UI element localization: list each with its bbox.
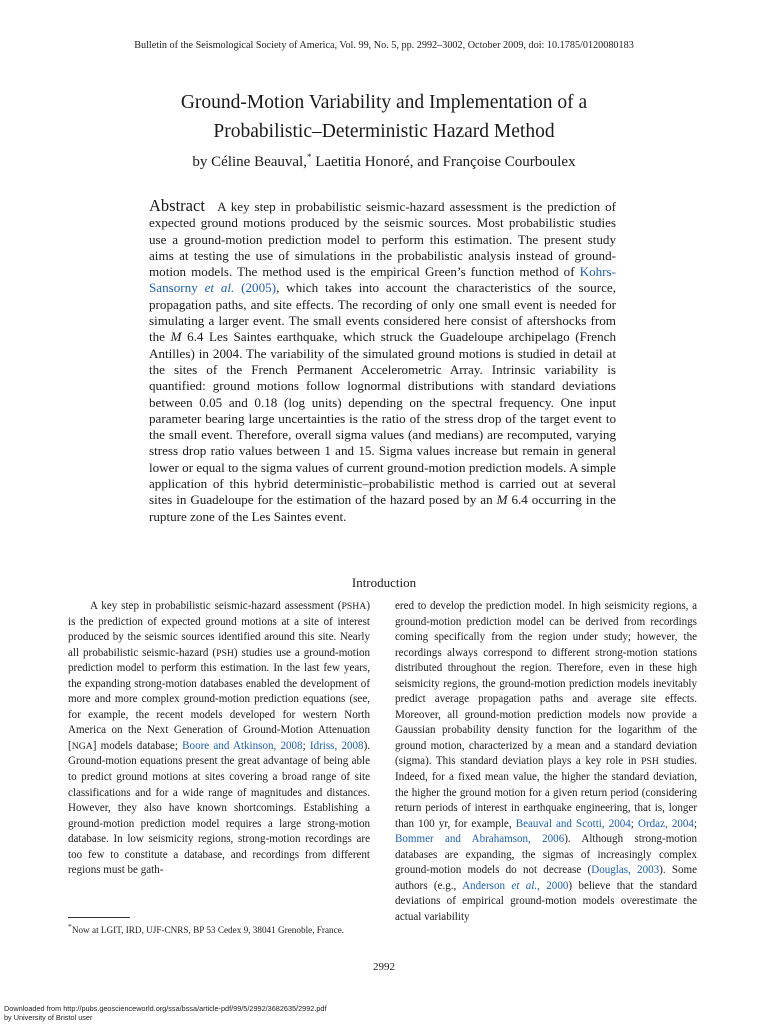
section-heading-introduction: Introduction [351,575,417,590]
acronym-psh: PSH [216,647,234,659]
authors-rest: Laetitia Honoré, and Françoise Courboulex [315,154,576,170]
intro-left-column: A key step in probabilistic seismic-hazard assessment (PSHA) is the prediction of expected ground motions at a site of interest produced by the seismic sources identified around this site. Nearly all probabilistic seismic-hazard (PSH) studies use a ground-motion prediction model to perform this estimation. In the last few years, the expanding strong-motion databases enabled the development of more and more complex ground-motion prediction equations (see, for example, the recent models developed for western North America on the Next Generation of Ground-Motion Attenuation [NGA] models database; Boore and Atkinson, 2008; Idriss, 2008). Ground-motion equations present the great advantage of being able to predict ground motions at sites covering a broad range of site classifications and for a wide range of magnitudes and distances. However, they also have known shortcomings. Establishing a ground-motion prediction model requires a large strong-motion database. In low seismicity regions, strong-motion recordings are too few to constitute a database, and recordings from different regions must be gath- [68,600,371,877]
author-footnote-mark[interactable]: * [306,152,312,162]
ref-link-kohrs-sansorny[interactable]: Kohrs-Sansorny et al. (2005) [149,264,616,296]
paper-title [0,88,768,146]
ref-link-douglas[interactable]: Douglas, 2003 [591,864,660,877]
footnote-mark: * [68,922,72,931]
ref-link-beauval-scotti[interactable]: Beauval and Scotti, 2004 [515,817,631,830]
magnitude-symbol: M [170,329,182,345]
authors-by: by [192,154,208,170]
author-line [0,152,768,171]
author-beauval: Céline Beauval, [211,154,307,170]
ref-link-idriss[interactable]: Idriss, 2008 [309,739,364,752]
intro-right-column: ered to develop the prediction model. In high seismicity regions, a ground-motion prediction model can be derived from recordings coming specifically from the region under study; however, the recordings always correspond to different strong-motion stations distributed throughout the region. Therefore, even in these high seismicity regions, the ground-motion prediction models inevitably predict average propagation paths and average site effects. Moreover, all ground-motion prediction models now provide a Gaussian probability density function for the logarithm of the ground motion, characterized by a mean and a standard deviation (sigma). This standard deviation plays a key role in PSH studies. Indeed, for a fixed mean value, the higher the standard deviation, the higher the ground motion for a given return period (considering return periods of interest in earthquake engineering, that is, longer than 100 yr, for example, Beauval and Scotti, 2004; Ordaz, 2004; Bommer and Abrahamson, 2006). Although strong-motion databases are expanding, the sigmas of increasingly complex ground-motion models do not decrease (Douglas, 2003). Some authors (e.g., Anderson et al., 2000) believe that the standard deviations of empirical ground-motion models overestimate the actual variability [395,600,698,923]
abstract-text-2: , which takes into account the characteristics of the source, propagation paths, and site effects. The recording of only one small event is needed for simulating a larger event. The small events considered here consist of aftershocks from the [149,280,616,345]
download-user: by University of Bristol user [4,1012,93,1022]
title-line-1: Ground-Motion Variability and Implementation of a [180,92,588,113]
title-line-2: Probabilistic–Deterministic Hazard Method [213,121,555,142]
page-number: 2992 [373,961,395,973]
ref-link-bommer-abrahamson[interactable]: Bommer and Abrahamson, 2006 [395,833,565,846]
footnote-divider [68,917,130,918]
abstract-text-3: 6.4 Les Saintes earthquake, which struck the Guadeloupe archipelago (French Antilles) in 2004. The variability of the simulated ground motions is studied in detail at the sites of the French Permanent Accelerometric Array. Intrinsic variability is quantified: ground motions follow lognormal distributions with standard deviations between 0.05 and 0.18 (log units) depending on the spectral frequency. One input parameter bearing large uncertainties is the ratio of the stress drop of the target event to the small event. Therefore, overall sigma values (and medians) are recomputed, varying stress drop ratio values between 1 and 15. Sigma values increase but remain in general lower or equal to the sigma values of current ground-motion prediction models. A simple application of this hybrid deterministic–probabilistic method is carried out at several sites in Guadeloupe for the estimation of the hazard posed by an [149,329,617,508]
download-notice [4,1005,327,1022]
ref-link-ordaz[interactable]: Ordaz, 2004 [637,817,694,830]
abstract-heading: Abstract [149,196,205,215]
abstract [149,198,616,525]
ref-link-boore-atkinson[interactable]: Boore and Atkinson, 2008 [182,739,303,752]
acronym-psha: PSHA [341,601,367,612]
abstract-text-1: A key step in probabilistic seismic-hazard assessment is the prediction of expected ground motions produced by the seismic sources. Most probabilistic studies use a ground-motion prediction model to perform this estimation. The present study aims at testing the use of simulations in the probabilistic analysis instead of ground-motion models. The method used is the empirical Green’s function method of [149,199,616,280]
footnote [68,921,370,937]
running-head: Bulletin of the Seismological Society of America, Vol. 99, No. 5, pp. 2992–3002, October 2009, doi: 10.1785/0120080183 [134,40,634,51]
abstract-text-4: 6.4 occurring in the rupture zone of the Les Saintes event. [149,492,616,524]
acronym-psh: PSH [641,756,659,768]
acronym-nga: NGA [71,740,93,752]
download-url[interactable]: Downloaded from http://pubs.geoscienceworld.org/ssa/bssa/article-pdf/99/5/2992/3682635/2992.pdf [4,1004,327,1013]
ref-link-anderson[interactable]: Anderson et al., 2000 [462,879,569,892]
magnitude-symbol: M [496,492,508,508]
footnote-text: Now at LGIT, IRD, UJF-CNRS, BP 53 Cedex 9, 38041 Grenoble, France. [71,925,345,936]
